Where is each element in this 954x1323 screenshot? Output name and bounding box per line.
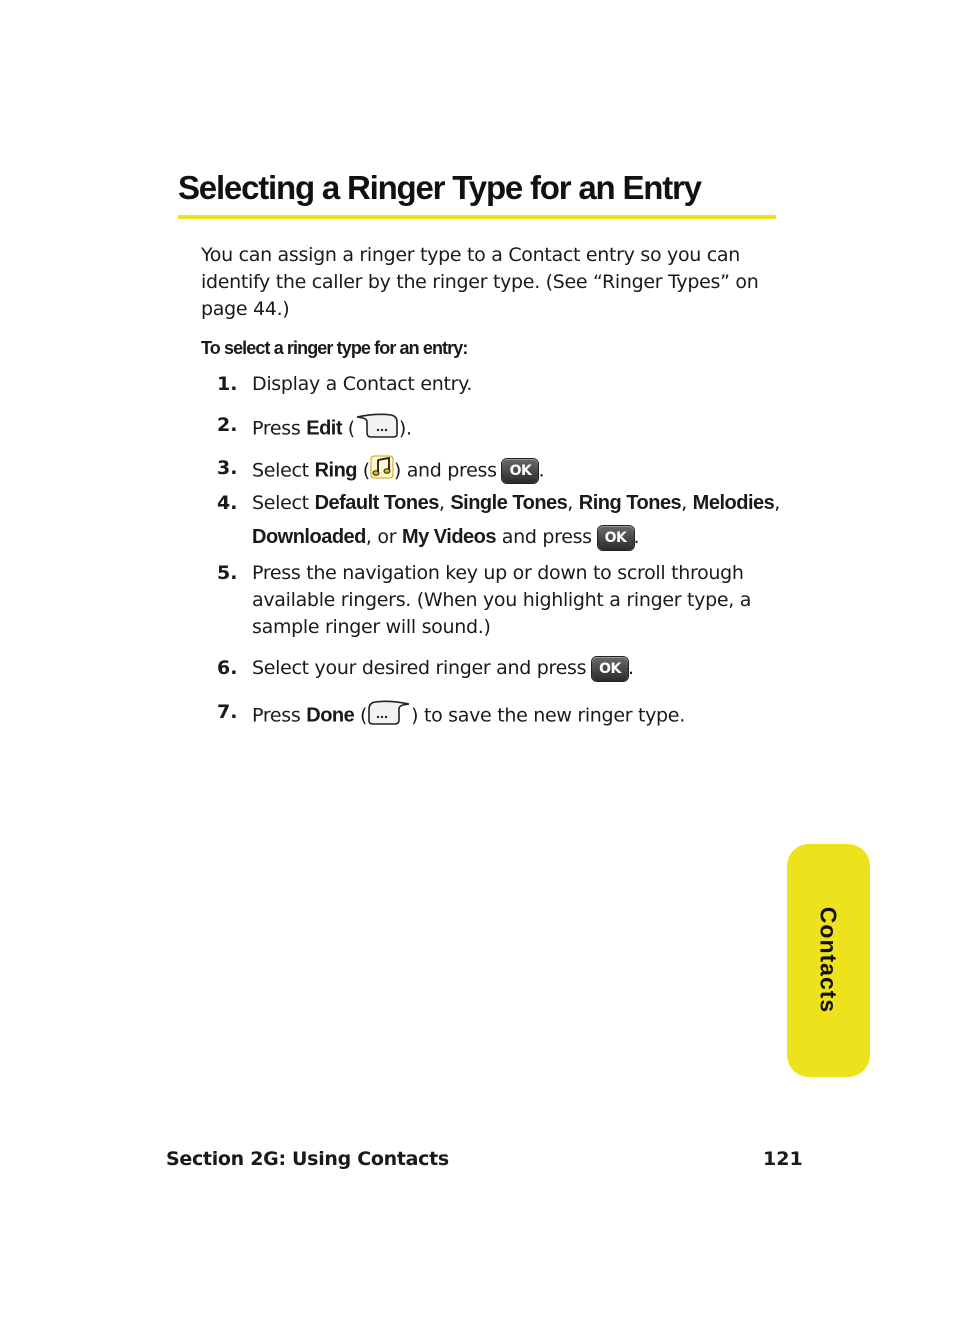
footer-section-title: Section 2G: Using Contacts: [166, 1148, 449, 1170]
option-my-videos: My Videos: [401, 526, 497, 548]
right-softkey-icon: [355, 412, 399, 446]
step-number: 1.: [217, 373, 238, 395]
ok-key-icon: OK: [598, 526, 634, 550]
option-melodies: Melodies: [692, 492, 775, 514]
ok-key-icon: OK: [502, 459, 538, 483]
ring-music-note-icon: [370, 455, 394, 487]
step-number: 7.: [217, 701, 238, 723]
step-text: Select your desired ringer and press OK .: [252, 657, 634, 679]
option-ring-tones: Ring Tones: [578, 492, 682, 514]
done-label: Done: [306, 704, 355, 727]
edit-label: Edit: [306, 417, 343, 440]
step-number: 4.: [217, 492, 238, 514]
step-text: Select Default Tones, Single Tones, Ring Tones, Melodies, Downloaded, or My Videos and press OK .: [252, 492, 780, 548]
intro-paragraph: You can assign a ringer type to a Contact entry so you can identify the caller by the ringer type. (See “Ringer Types” on page 44.): [201, 244, 759, 320]
section-tab-label: Contacts: [815, 906, 842, 1014]
title-underline: [178, 215, 776, 219]
option-default-tones: Default Tones: [314, 492, 439, 514]
left-softkey-icon: [367, 699, 411, 733]
step-number: 2.: [217, 414, 238, 436]
step-number: 5.: [217, 562, 238, 584]
page-title: Selecting a Ringer Type for an Entry: [178, 169, 701, 206]
step-number: 3.: [217, 457, 238, 479]
step-text: Press Edit ( ).: [252, 412, 772, 446]
step-text: Display a Contact entry.: [252, 373, 473, 395]
procedure-heading: To select a ringer type for an entry:: [201, 338, 468, 358]
step-text: Press Done ( ) to save the new ringer type.: [252, 699, 772, 733]
step-text: Press the navigation key up or down to scroll through available ringers. (When you highlight a ringer type, a sample ringer will sound.): [252, 562, 752, 638]
ring-label: Ring: [314, 459, 357, 482]
option-single-tones: Single Tones: [450, 492, 568, 514]
option-downloaded: Downloaded: [252, 526, 366, 548]
contacts-section-tab: [787, 844, 870, 1077]
ok-key-icon: OK: [592, 657, 628, 681]
step-text: Select Ring ( ) and press OK .: [252, 455, 772, 487]
page-number: 121: [763, 1148, 803, 1170]
step-number: 6.: [217, 657, 238, 679]
